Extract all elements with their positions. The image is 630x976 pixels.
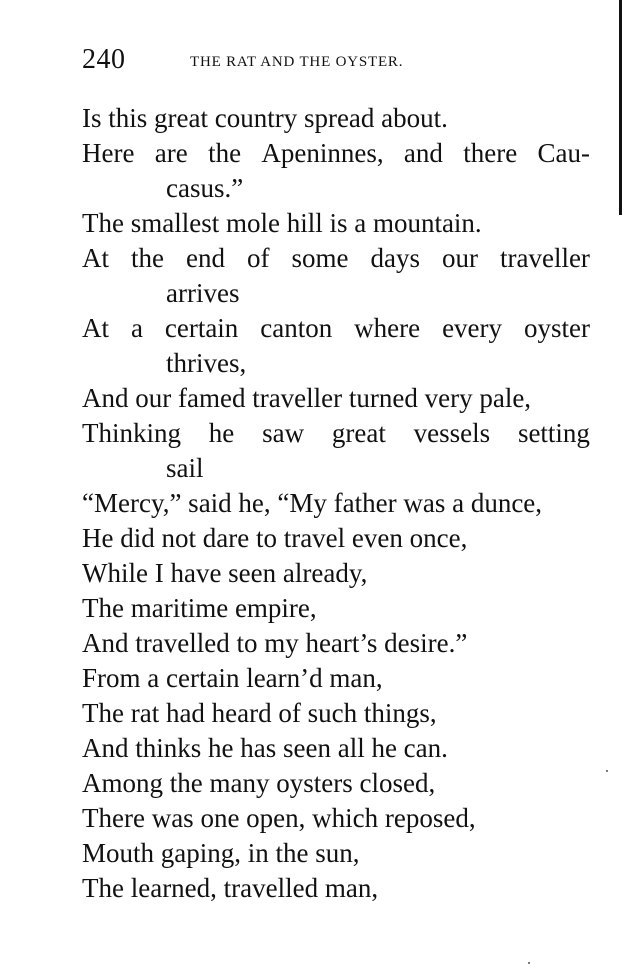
verse-line: And travelled to my heart’s desire.” xyxy=(82,628,468,658)
running-head xyxy=(82,44,562,84)
verse-word: days xyxy=(370,243,420,273)
verse-word: where xyxy=(354,313,421,343)
verse-word: he xyxy=(208,418,235,448)
poem-verse xyxy=(82,101,590,906)
verse-word: great xyxy=(331,418,386,448)
verse-word: some xyxy=(291,243,349,273)
verse-line: From a certain learn’d man, xyxy=(82,663,383,693)
page-number: 240 xyxy=(82,44,126,75)
verse-line: Is this great country spread about. xyxy=(82,103,448,133)
verse-line: thrives, xyxy=(166,348,247,378)
verse-word: Cau- xyxy=(537,138,590,168)
running-title: THE RAT AND THE OYSTER. xyxy=(190,54,404,70)
verse-word: there xyxy=(463,138,518,168)
verse-word: the xyxy=(208,138,242,168)
page-edge-rule xyxy=(619,0,622,215)
verse-line: casus.” xyxy=(166,173,244,203)
verse-word: oyster xyxy=(523,313,590,343)
verse-line: “Mercy,” said he, “My father was a dunce, xyxy=(82,488,543,518)
verse-word: and xyxy=(403,138,443,168)
verse-word: Here xyxy=(82,138,135,168)
verse-word: our xyxy=(441,243,478,273)
verse-word: canton xyxy=(260,313,333,343)
verse-word: At xyxy=(82,313,109,343)
verse-line: The maritime empire, xyxy=(82,593,317,623)
verse-line: And thinks he has seen all he can. xyxy=(82,733,448,763)
verse-word: traveller xyxy=(499,243,590,273)
verse-line: The smallest mole hill is a mountain. xyxy=(82,208,482,238)
verse-line: While I have seen already, xyxy=(82,558,368,588)
verse-word: vessels xyxy=(413,418,491,448)
verse-word: saw xyxy=(262,418,305,448)
verse-word: certain xyxy=(164,313,239,343)
verse-word: setting xyxy=(517,418,590,448)
verse-line: Among the many oysters closed, xyxy=(82,768,436,798)
verse-word: every xyxy=(442,313,503,343)
verse-word: of xyxy=(246,243,270,273)
verse-line xyxy=(82,311,590,346)
verse-line xyxy=(82,241,590,276)
verse-word: are xyxy=(154,138,188,168)
verse-line xyxy=(82,416,590,451)
verse-line: arrives xyxy=(166,278,240,308)
verse-word: Thinking xyxy=(82,418,181,448)
verse-line: sail xyxy=(166,453,204,483)
verse-line: The rat had heard of such things, xyxy=(82,698,437,728)
verse-word: end xyxy=(186,243,225,273)
verse-word: a xyxy=(130,313,143,343)
verse-word: the xyxy=(131,243,164,273)
print-speck xyxy=(528,962,530,964)
verse-line: He did not dare to travel even once, xyxy=(82,523,468,553)
verse-word: At xyxy=(82,243,109,273)
verse-line xyxy=(82,136,590,171)
verse-word: Apeninnes, xyxy=(261,138,384,168)
verse-line: And our famed traveller turned very pale, xyxy=(82,383,532,413)
print-speck xyxy=(606,770,608,772)
verse-line: There was one open, which reposed, xyxy=(82,803,476,833)
verse-line: The learned, travelled man, xyxy=(82,873,379,903)
verse-line: Mouth gaping, in the sun, xyxy=(82,838,360,868)
